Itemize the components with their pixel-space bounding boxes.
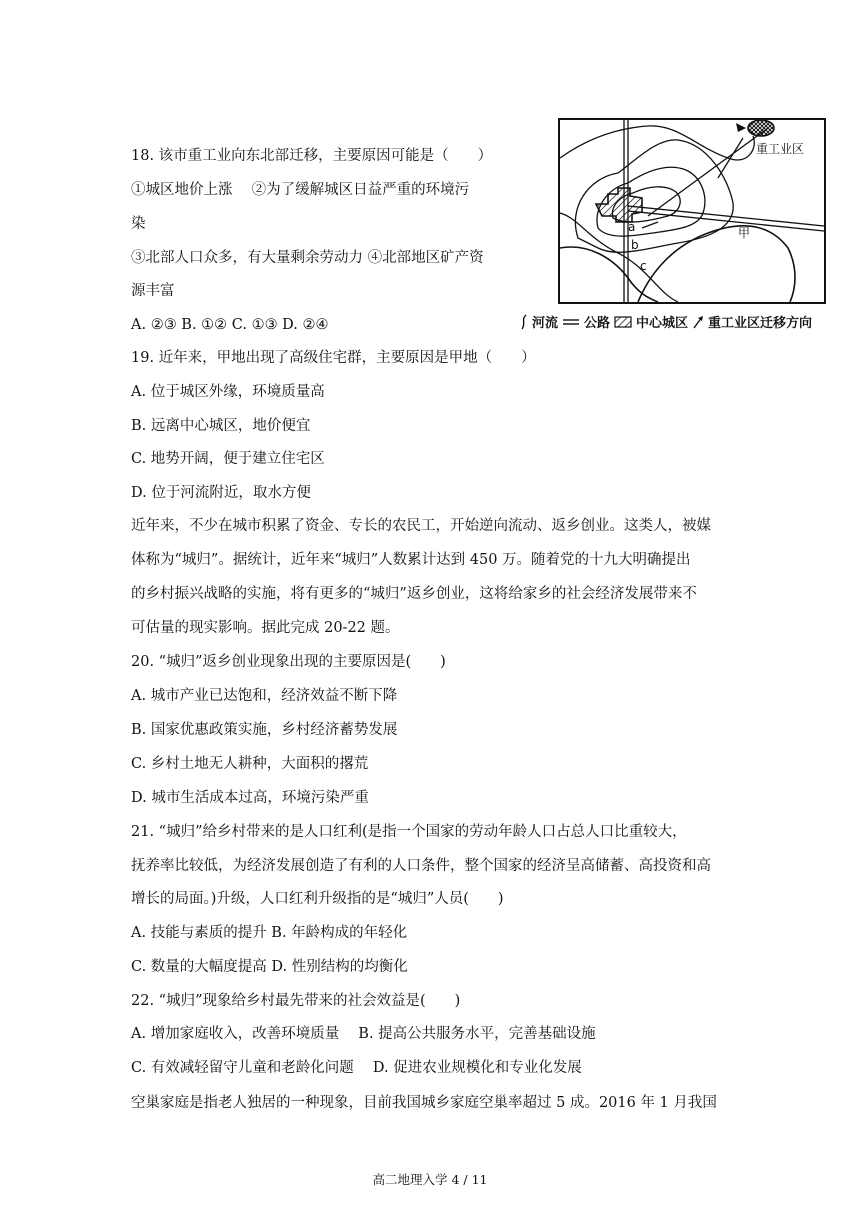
q18-line3: ③北部人口众多，有大量剩余劳动力 ④北部地区矿产资 [131,250,484,266]
q18-line2: 染 [131,216,146,232]
q20-option-d: D. 城市生活成本过高，环境污染严重 [131,790,369,806]
heavy-industry-zone [748,120,774,136]
q18-stem: 18. 该市重工业向东北部迁移，主要原因可能是（ ） [131,148,493,164]
q18-options: A. ②③ B. ①② C. ①③ D. ②④ [131,317,329,333]
passage1-line4: 可估量的现实影响。据此完成 20-22 题。 [131,620,400,636]
q21-line2: 抚养率比较低，为经济发展创造了有利的人口条件，整个国家的经济呈高储蓄、高投资和高 [131,858,711,874]
legend-road: 公路 [584,316,611,331]
q19-option-d: D. 位于河流附近，取水方便 [131,485,311,501]
q19-option-c: C. 地势开阔，便于建立住宅区 [131,451,325,467]
q19-option-a: A. 位于城区外缘，环境质量高 [131,384,325,400]
legend-migration: 重工业区迁移方向 [708,316,813,331]
q19-option-b: B. 远离中心城区，地价便宜 [131,418,311,434]
page-footer: 高二地理入学 4 / 11 [372,1172,488,1187]
arrow-legend-icon [692,315,704,329]
map-figure [558,118,826,304]
passage1-line1: 近年来，不少在城市积累了资金、专长的农民工，开始逆向流动、返乡创业。这类人，被媒 [131,518,711,534]
q21-line3: 增长的局面。)升级，人口红利升级指的是“城归”人员( ) [131,891,504,907]
label-b: b [631,238,639,252]
q20-option-b: B. 国家优惠政策实施，乡村经济蓄势发展 [131,722,398,738]
river-legend-icon [520,314,528,330]
q20-option-c: C. 乡村土地无人耕种，大面积的撂荒 [131,756,369,772]
q21-options-ab: A. 技能与素质的提升 B. 年龄构成的年轻化 [131,925,408,941]
q20-stem: 20. “城归”返乡创业现象出现的主要原因是( ) [131,654,446,670]
map-legend [520,312,812,331]
q22-stem: 22. “城归”现象给乡村最先带来的社会效益是( ) [131,993,461,1009]
label-jia: 甲 [738,226,751,240]
q21-options-cd: C. 数量的大幅度提高 D. 性别结构的均衡化 [131,959,408,975]
city-center-legend-icon [614,316,632,328]
q19-stem: 19. 近年来，甲地出现了高级住宅群，主要原因是甲地（ ） [131,350,536,366]
q18-line4: 源丰富 [131,283,175,299]
label-heavy-industry: 重工业区 [756,142,805,156]
q18-line1: ①城区地价上涨 ②为了缓解城区日益严重的环境污 [131,182,470,198]
q22-options-cd: C. 有效减轻留守儿童和老龄化问题 D. 促进农业规模化和专业化发展 [131,1060,582,1076]
road-legend-icon [562,317,580,327]
passage2-line1: 空巢家庭是指老人独居的一种现象，目前我国城乡家庭空巢率超过 5 成。2016 年 1 月我国 [131,1095,717,1111]
q20-option-a: A. 城市产业已达饱和，经济效益不断下降 [131,688,398,704]
legend-center: 中心城区 [636,316,689,331]
label-c: c [640,259,647,273]
label-a: a [628,220,636,234]
legend-river: 河流 [532,316,559,331]
passage1-line3: 的乡村振兴战略的实施，将有更多的“城归”返乡创业，这将给家乡的社会经济发展带来不 [131,586,697,602]
q21-line1: 21. “城归”给乡村带来的是人口红利(是指一个国家的劳动年龄人口占总人口比重较大， [131,824,687,840]
passage1-line2: 体称为“城归”。据统计，近年来“城归”人数累计达到 450 万。随着党的十九大明确提出 [131,552,691,568]
q22-options-ab: A. 增加家庭收入，改善环境质量 B. 提高公共服务水平，完善基础设施 [131,1026,596,1042]
